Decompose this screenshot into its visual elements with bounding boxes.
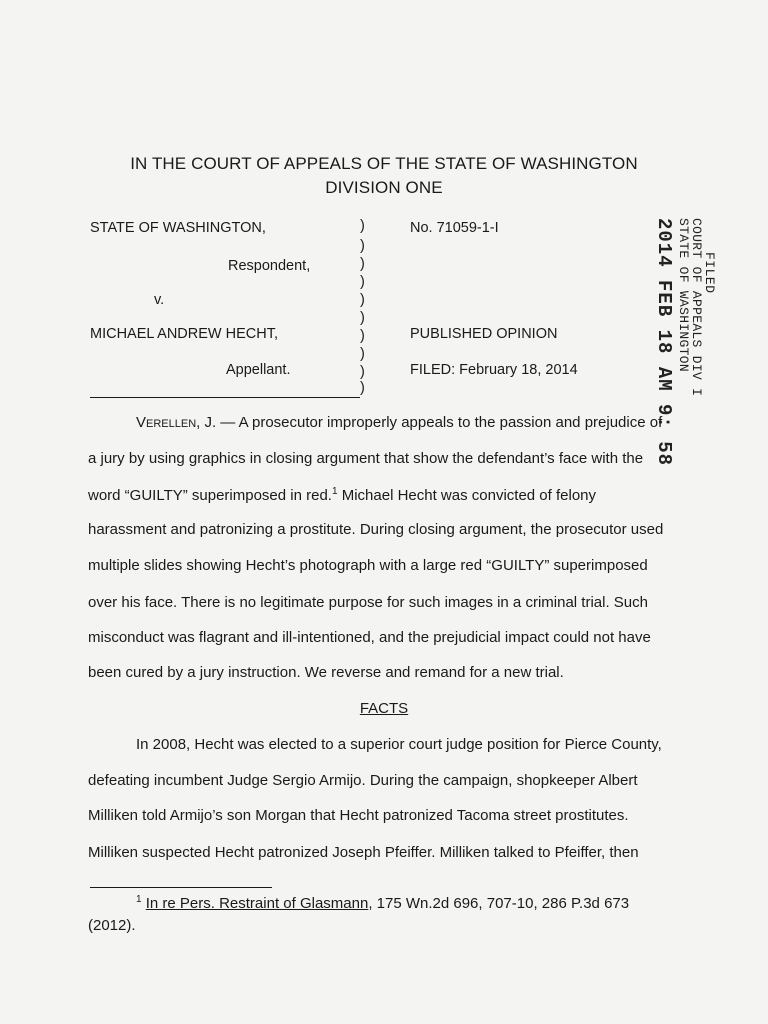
party-appellant-role: Appellant.	[226, 362, 291, 378]
filed-date: FILED: February 18, 2014	[410, 362, 578, 378]
versus-label: v.	[154, 292, 165, 308]
body-text: Michael Hecht was convicted of felony	[337, 487, 597, 504]
opening-text: , J. — A prosecutor improperly appeals to the passion and prejudice of	[196, 414, 663, 431]
division-title: DIVISION ONE	[325, 178, 443, 197]
body-line: a jury by using graphics in closing argument that show the defendant’s face with the	[88, 450, 644, 467]
caption-paren: )	[360, 256, 365, 272]
caption-paren: )	[360, 218, 365, 234]
stamp-filed: FILED	[702, 252, 717, 294]
body-line: Milliken told Armijo’s son Morgan that Hecht patronized Tacoma street prostitutes.	[88, 807, 629, 824]
body-line	[88, 486, 596, 504]
caption-paren: )	[360, 328, 365, 344]
opinion-opening-line	[136, 414, 662, 431]
party-appellant-name: MICHAEL ANDREW HECHT,	[90, 326, 278, 342]
caption-paren: )	[360, 364, 365, 380]
filed-stamp	[654, 218, 716, 466]
opinion-type: PUBLISHED OPINION	[410, 326, 558, 342]
court-title: IN THE COURT OF APPEALS OF THE STATE OF WASHINGTON	[130, 154, 638, 173]
case-number: No. 71059-1-I	[410, 220, 499, 236]
facts-heading: FACTS	[359, 700, 409, 717]
body-line: Milliken suspected Hecht patronized Joseph Pfeiffer. Milliken talked to Pfeiffer, then	[88, 844, 639, 861]
body-line: multiple slides showing Hecht’s photograph with a large red “GUILTY” superimposed	[88, 557, 648, 574]
footnote-number: 1	[136, 894, 142, 905]
body-line: In 2008, Hecht was elected to a superior court judge position for Pierce County,	[136, 736, 662, 753]
body-line: been cured by a jury instruction. We reverse and remand for a new trial.	[88, 664, 564, 681]
footnote-year: (2012).	[88, 917, 136, 934]
footnote-line	[136, 894, 629, 912]
body-line: over his face. There is no legitimate purpose for such images in a criminal trial. Such	[88, 594, 648, 611]
footnote-ref: 1	[331, 486, 338, 497]
caption-paren: )	[360, 292, 365, 308]
caption-paren: )	[360, 310, 365, 326]
footnote-case-name: In re Pers. Restraint of Glasmann	[145, 895, 369, 912]
caption-paren: )	[360, 238, 365, 254]
footnote-separator	[90, 887, 272, 888]
party-respondent-name: STATE OF WASHINGTON,	[90, 220, 266, 236]
body-text: word “GUILTY” superimposed in red.	[88, 487, 332, 504]
stamp-state: STATE OF WASHINGTON	[676, 218, 691, 372]
author-name: Verellen	[136, 414, 197, 431]
body-line: misconduct was flagrant and ill-intentioned, and the prejudicial impact could not have	[88, 629, 651, 646]
stamp-court: COURT OF APPEALS DIV I	[689, 218, 704, 397]
body-line: harassment and patronizing a prostitute. During closing argument, the prosecutor used	[88, 521, 664, 538]
caption-paren: )	[360, 380, 365, 396]
caption-rule	[90, 397, 360, 398]
stamp-datetime: 2014 FEB 18 AM 9: 58	[653, 218, 675, 467]
party-respondent-role: Respondent,	[228, 258, 311, 274]
footnote-citation: , 175 Wn.2d 696, 707-10, 286 P.3d 673	[368, 895, 630, 912]
body-line: defeating incumbent Judge Sergio Armijo. During the campaign, shopkeeper Albert	[88, 772, 638, 789]
caption-paren: )	[360, 274, 365, 290]
caption-paren: )	[360, 346, 365, 362]
